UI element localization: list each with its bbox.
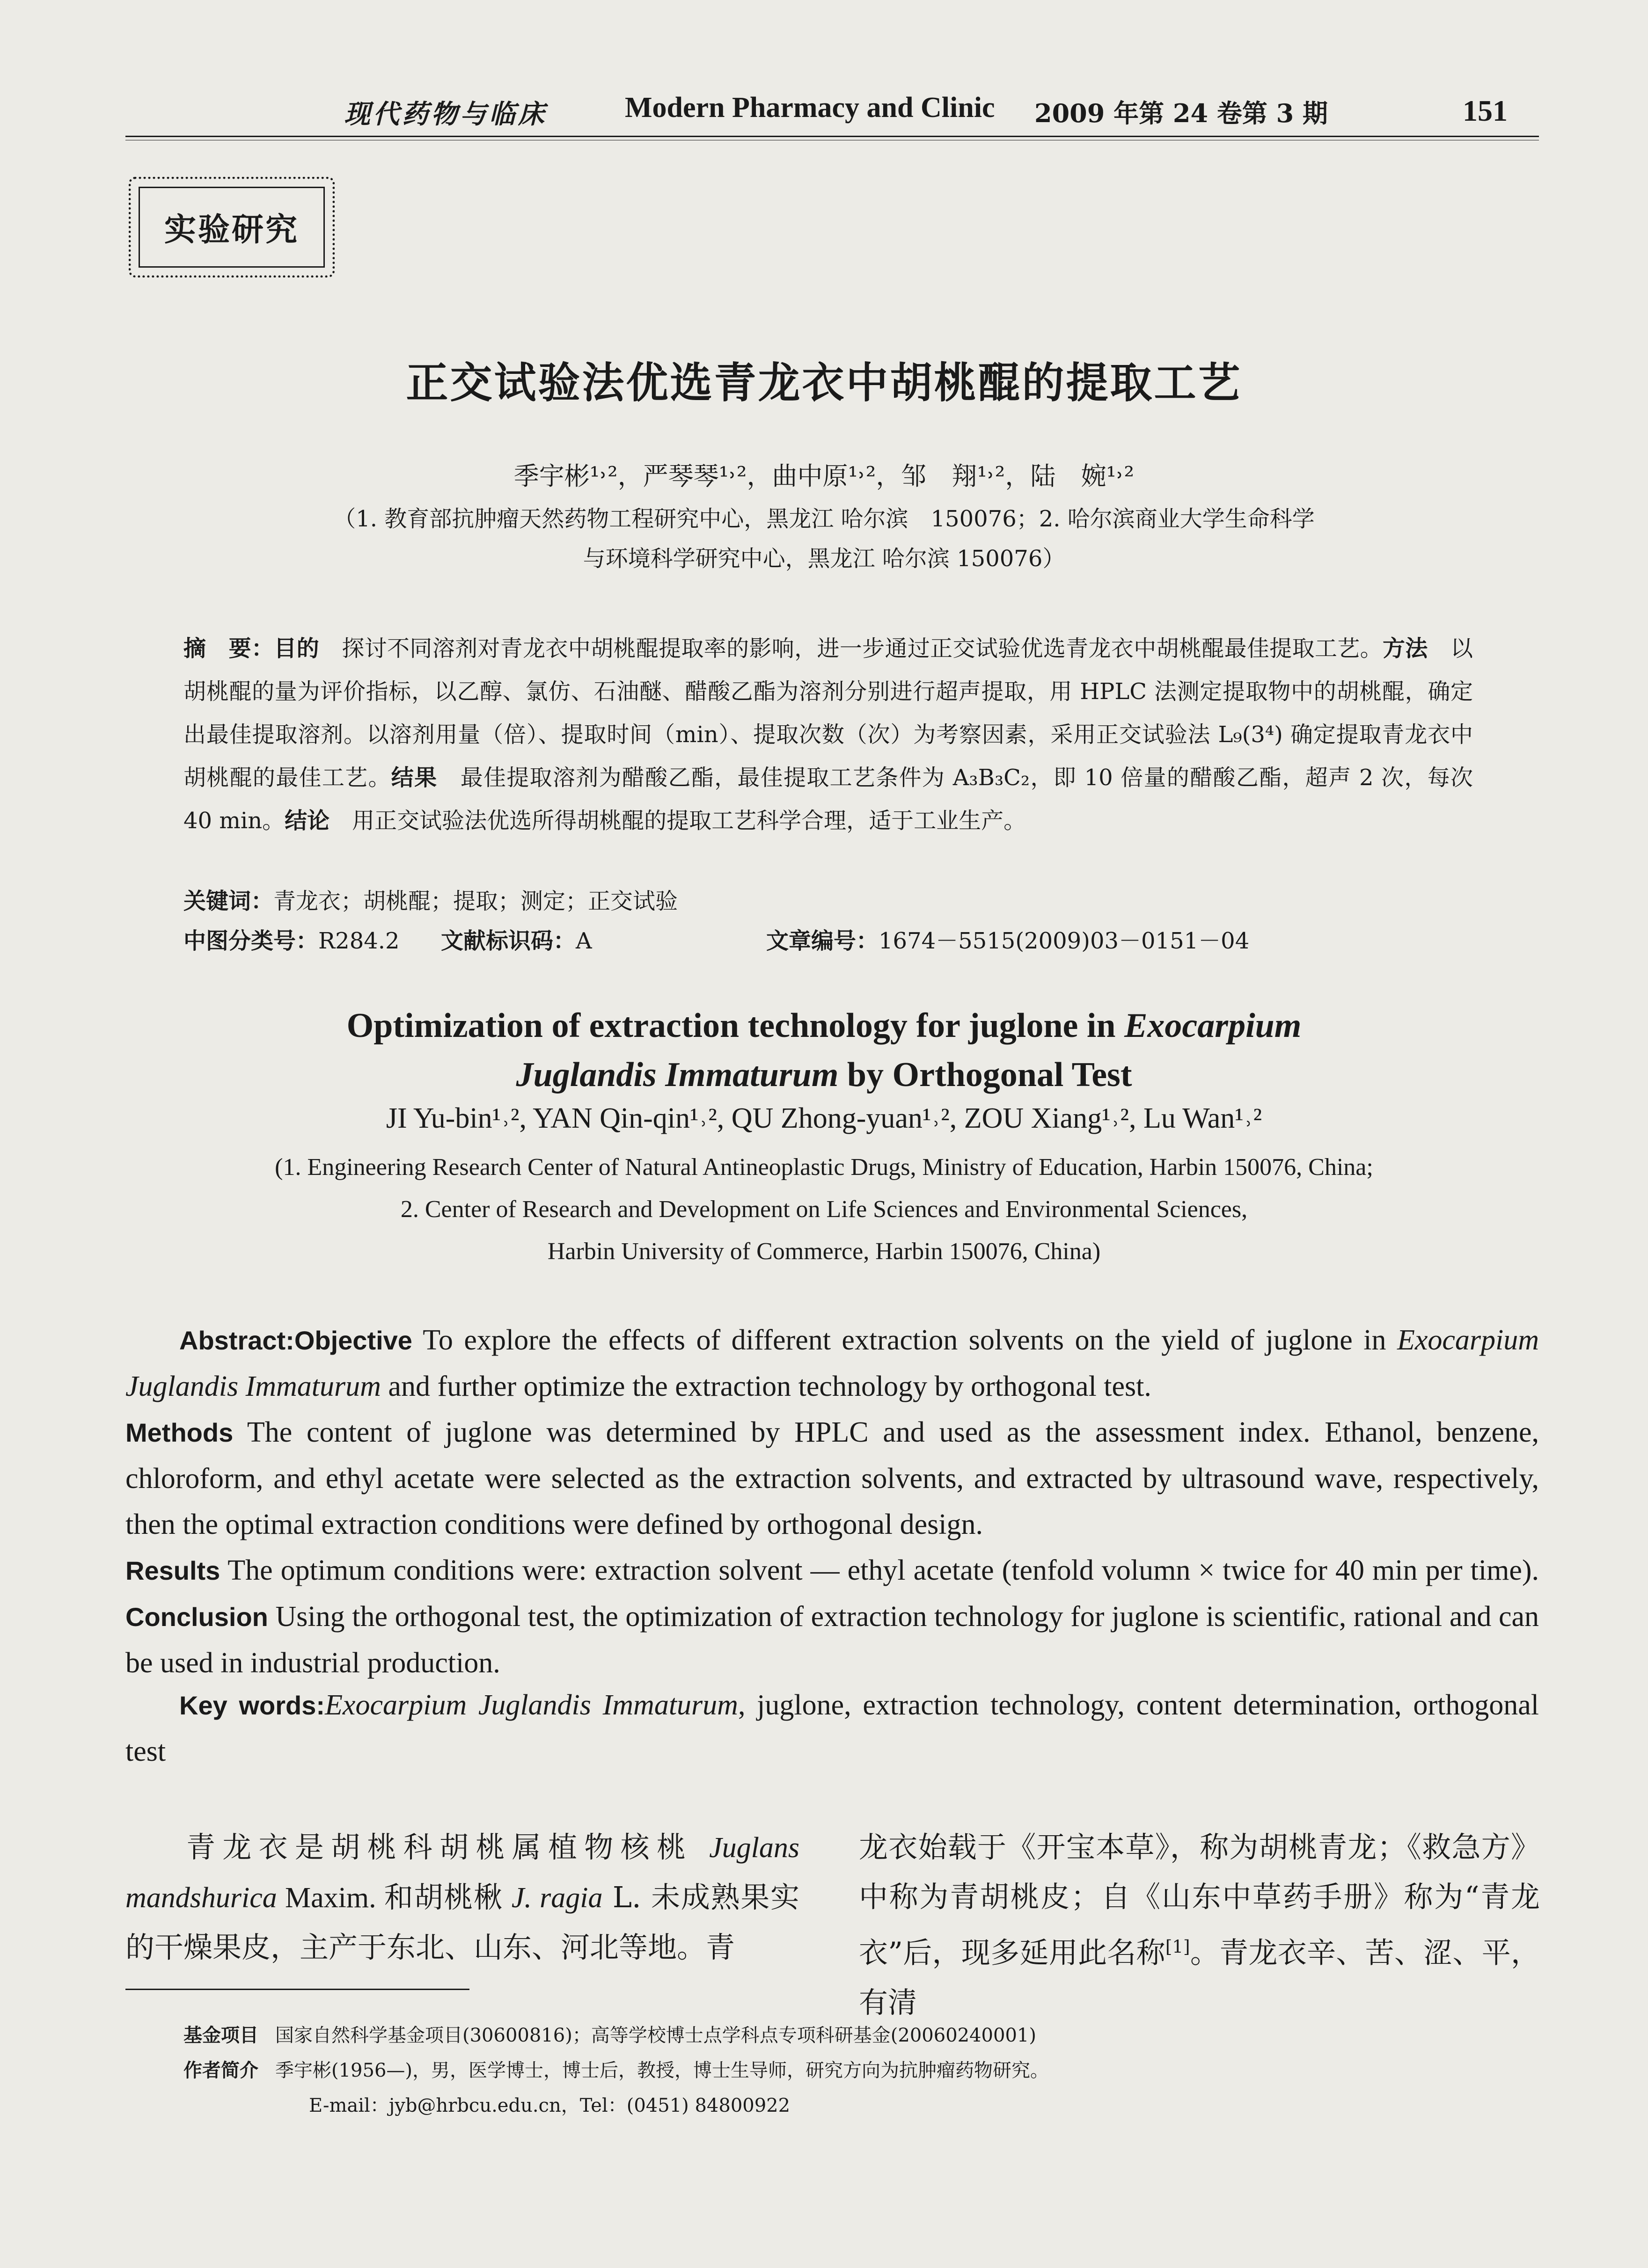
affiliation-cn-line: （1. 教育部抗肿瘤天然药物工程研究中心，黑龙江 哈尔滨 150076；2. 哈尔滨商业大学生命科学 bbox=[333, 506, 1315, 532]
section-label-box bbox=[129, 177, 335, 277]
results-label-en: Results bbox=[125, 1556, 220, 1585]
methods-cn: 以胡桃醌的量为评价指标，以乙醇、氯仿、石油醚、醋酸乙酯为溶剂分别进行超声提取，用 HPLC 法测定提取物中的胡桃醌，确定出最佳提取溶剂。以溶剂用量（倍）、提取时间（min）、提取次数（次）为考察因素，采用正交试验法 L₉(3⁴) 确定提取青龙衣中胡桃醌的最佳工艺。 bbox=[183, 635, 1473, 791]
keywords-en-italic: Exocarpium Juglandis Immaturum bbox=[325, 1689, 738, 1721]
author-bio-text: 季宇彬(1956—)，男，医学博士，博士后，教授，博士生导师，研究方向为抗肿瘤药物研究。 bbox=[275, 2060, 1049, 2081]
affiliation-en-line: (1. Engineering Research Center of Natural Antineoplastic Drugs, Ministry of Education, Harbin 150076, China; bbox=[275, 1154, 1373, 1181]
results-cn: 最佳提取溶剂为醋酸乙酯，最佳提取工艺条件为 A₃B₃C₂，即 10 倍量的醋酸乙酯，超声 2 次，每次 40 min。 bbox=[183, 765, 1473, 834]
objective-label-en: Objective bbox=[294, 1326, 412, 1355]
keywords-en-label: Key words: bbox=[179, 1691, 325, 1720]
keywords-cn-label: 关键词： bbox=[183, 888, 274, 914]
species-name: J. ragia bbox=[511, 1882, 603, 1914]
results-en: The optimum conditions were: extraction solvent — ethyl acetate (tenfold volumn × twice for 40 min per time). bbox=[220, 1554, 1539, 1586]
affiliation-en-line: 2. Center of Research and Development on Life Sciences and Environmental Sciences, bbox=[400, 1196, 1248, 1223]
title-cn: 正交试验法优选青龙衣中胡桃醌的提取工艺 bbox=[406, 358, 1242, 408]
objective-label-cn: 目的 bbox=[274, 635, 320, 662]
fund-label: 基金项目 bbox=[183, 2025, 258, 2046]
article-number-value: 1674－5515(2009)03－0151－04 bbox=[879, 928, 1250, 954]
species-name: Juglans mandshurica bbox=[125, 1832, 799, 1914]
conclusion-cn: 用正交试验法优选所得胡桃醌的提取工艺科学合理，适于工业生产。 bbox=[330, 808, 1026, 834]
body-text: 。青龙衣辛、苦、涩、平，有清 bbox=[859, 1935, 1540, 2020]
abstract-en bbox=[125, 1317, 1539, 1686]
author-bio-label: 作者简介 bbox=[183, 2060, 258, 2081]
footnote-fund bbox=[183, 2020, 1036, 2047]
body-text: 青龙衣是胡桃科胡桃属植物核桃 bbox=[186, 1830, 710, 1864]
authors-en: JI Yu-bin¹˒², YAN Qin-qin¹˒², QU Zhong-yuan¹˒², ZOU Xiang¹˒², Lu Wan¹˒² bbox=[386, 1102, 1262, 1134]
conclusion-label-cn: 结论 bbox=[285, 808, 330, 834]
body-text: Maxim. 和胡桃楸 bbox=[277, 1882, 512, 1914]
keywords-cn bbox=[183, 880, 1473, 923]
methods-label-cn: 方法 bbox=[1382, 635, 1428, 662]
title-en-line bbox=[0, 1006, 1648, 1046]
title-en-text: by Orthogonal Test bbox=[838, 1056, 1132, 1094]
conclusion-en: Using the orthogonal test, the optimization of extraction technology for juglone is scientific, rational and can be used in industrial production. bbox=[125, 1601, 1539, 1679]
clc-value: R284.2 bbox=[318, 928, 400, 954]
abstract-cn-label: 摘 要： bbox=[183, 635, 274, 662]
affiliation-cn-line: 与环境科学研究中心，黑龙江 哈尔滨 150076） bbox=[583, 546, 1065, 572]
keywords-en bbox=[125, 1682, 1539, 1774]
section-label: 实验研究 bbox=[164, 211, 299, 248]
title-en-italic: Juglandis Immaturum bbox=[516, 1056, 839, 1094]
page-number: 151 bbox=[1463, 94, 1508, 127]
journal-name-cn: 现代药物与临床 bbox=[344, 99, 547, 130]
methods-en: The content of juglone was determined by HPLC and used as the assessment index. Ethanol, benzene, chloroform, and ethyl acetate were selected as the extraction solvents, and extracted by ultrasound wave, respectively, then the optimal extraction conditions were defined by orthogonal design. bbox=[125, 1416, 1539, 1540]
abstract-cn bbox=[183, 627, 1473, 842]
fund-text: 国家自然科学基金项目(30600816)；高等学校博士点学科点专项科研基金(20060240001) bbox=[275, 2025, 1036, 2046]
footnote-rule bbox=[125, 1989, 469, 1990]
abstract-en-label: Abstract: bbox=[179, 1326, 294, 1355]
objective-en: To explore the effects of different extraction solvents on the yield of juglone in bbox=[412, 1324, 1397, 1356]
footnote-author bbox=[183, 2056, 1049, 2082]
journal-name-en: Modern Pharmacy and Clinic bbox=[625, 92, 995, 124]
keywords-en-text: , juglone, extraction technology, content determination, orthogonal test bbox=[125, 1689, 1539, 1767]
doc-code-value: A bbox=[576, 928, 592, 954]
objective-en-tail: and further optimize the extraction technology by orthogonal test. bbox=[381, 1371, 1151, 1402]
objective-en-italic: Exocarpium Juglandis Immaturum bbox=[125, 1324, 1539, 1402]
methods-label-en: Methods bbox=[125, 1418, 234, 1447]
affiliation-en-line: Harbin University of Commerce, Harbin 150076, China) bbox=[547, 1238, 1101, 1265]
body-text: L. 未成熟果实的干燥果皮，主产于东北、山东、河北等地。青 bbox=[125, 1880, 800, 1964]
clc-label: 中图分类号： bbox=[183, 928, 319, 954]
results-label-cn: 结果 bbox=[391, 765, 438, 791]
article-number-label: 文章编号： bbox=[766, 928, 879, 954]
body-column-left bbox=[125, 1823, 799, 1972]
title-en-text: Optimization of extraction technology for juglone in bbox=[346, 1006, 1125, 1045]
body-column-right bbox=[859, 1823, 1540, 2027]
title-en-italic: Exocarpium bbox=[1124, 1006, 1302, 1045]
authors-cn: 季宇彬¹˒²，严琴琴¹˒²，曲中原¹˒²，邹 翔¹˒²，陆 婉¹˒² bbox=[513, 461, 1135, 491]
citation-ref: [1] bbox=[1165, 1936, 1190, 1957]
keywords-cn-text: 青龙衣；胡桃醌；提取；测定；正交试验 bbox=[273, 888, 678, 914]
title-en-line bbox=[0, 1055, 1648, 1095]
doc-code-label: 文献标识码： bbox=[441, 928, 576, 954]
conclusion-label-en: Conclusion bbox=[125, 1602, 268, 1632]
body-text: 龙衣始载于《开宝本草》，称为胡桃青龙；《救急方》中称为青胡桃皮；自《山东中草药手册》称为“青龙衣”后，现多延用此名称 bbox=[859, 1830, 1540, 1970]
footnote-email: E-mail：jyb@hrbcu.edu.cn，Tel：(0451) 84800922 bbox=[309, 2095, 791, 2116]
header-rule bbox=[125, 136, 1539, 140]
issue-info: 2009 年第 24 卷第 3 期 bbox=[1034, 98, 1328, 128]
objective-cn: 探讨不同溶剂对青龙衣中胡桃醌提取率的影响，进一步通过正交试验优选青龙衣中胡桃醌最佳提取工艺。 bbox=[319, 635, 1383, 662]
